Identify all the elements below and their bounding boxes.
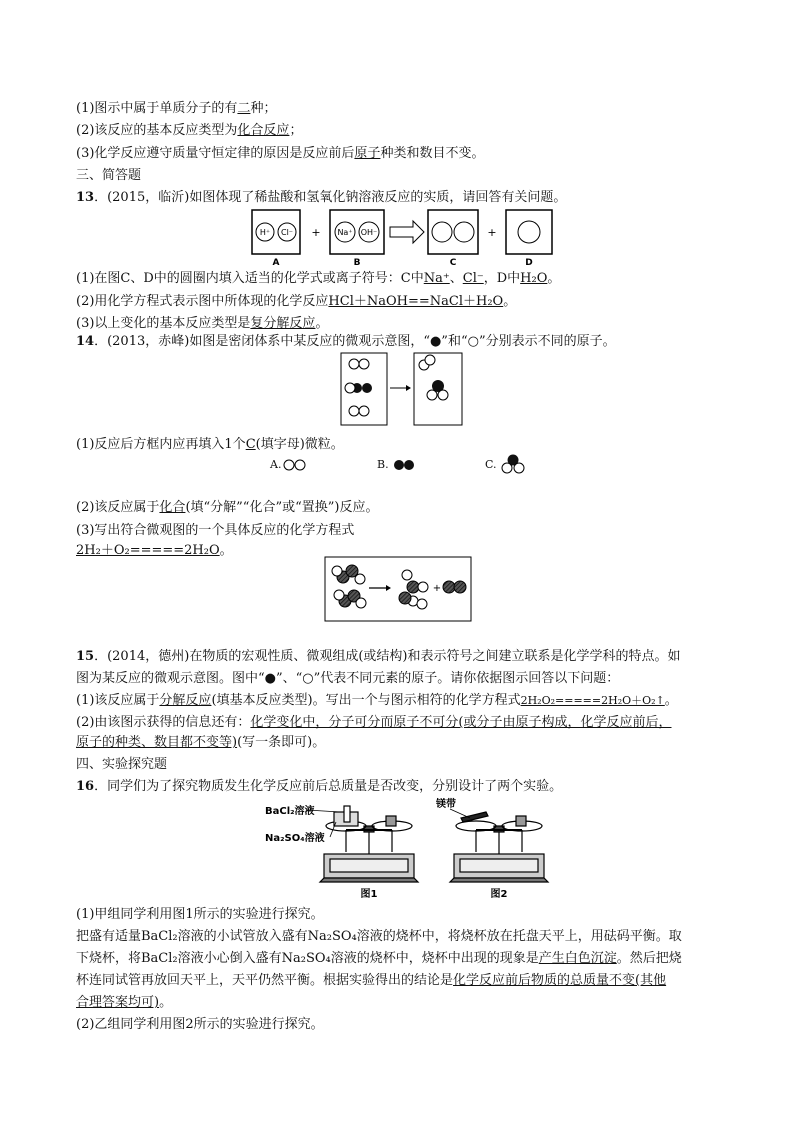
plus: + bbox=[487, 226, 497, 239]
answer: 二 bbox=[237, 101, 251, 116]
q16-line-6: (2)乙组同学利用图2所示的实验进行探究。 bbox=[76, 1017, 324, 1032]
label-c: C bbox=[449, 258, 457, 268]
q15-line-1 bbox=[76, 692, 678, 710]
q15-line-2 bbox=[76, 714, 672, 732]
q16-figure bbox=[260, 798, 560, 902]
q12-line-2 bbox=[76, 122, 302, 140]
text: 。 bbox=[159, 995, 173, 1010]
text: (2)由该图示获得的信息还有： bbox=[76, 715, 251, 730]
q15-header-2: 图为某反应的微观示意图。图中“●”、“○”代表不同元素的原子。请你依据图示回答以下问题： bbox=[76, 671, 620, 686]
text: (1)在图C、D中的圆圈内填入适当的化学式或离子符号：C中 bbox=[76, 271, 424, 286]
q14-line-3: (3)写出符合微观图的一个具体反应的化学方程式 bbox=[76, 523, 355, 538]
answer: 化学反应前后物质的总质量不变(其他 bbox=[453, 973, 667, 988]
option-b-label: B. bbox=[377, 458, 389, 471]
text: (3)以上变化的基本反应类型是 bbox=[76, 316, 251, 331]
q14-line-2 bbox=[76, 499, 378, 517]
q13-line-1 bbox=[76, 270, 560, 288]
text: 。 bbox=[503, 294, 517, 309]
text: ．(2015，临沂)如图体现了稀盐酸和氢氧化钠溶液反应的实质，请回答有关问题。 bbox=[94, 190, 567, 205]
label-fig1: 图1 bbox=[360, 889, 378, 900]
text: (填“分解”“化合”或“置换”)反应。 bbox=[185, 500, 379, 515]
q14-line-1 bbox=[76, 436, 344, 454]
text: (2)用化学方程式表示图中所体现的化学反应 bbox=[76, 294, 329, 309]
text: 。然后把烧 bbox=[616, 951, 682, 966]
q16-line-5 bbox=[76, 994, 172, 1012]
q16-line-1: (1)甲组同学利用图1所示的实验进行探究。 bbox=[76, 907, 324, 922]
answer: 化合反应 bbox=[237, 123, 290, 138]
ion-cl: Cl⁻ bbox=[280, 228, 294, 237]
text: ．(2014，德州)在物质的宏观性质、微观组成(或结构)和表示符号之间建立联系是化学学科的特点。如 bbox=[94, 649, 681, 664]
text: ．(2013，赤峰)如图是密闭体系中某反应的微观示意图，“●”和“○”分别表示不同的原子。 bbox=[94, 334, 616, 349]
question-number: 14 bbox=[76, 334, 95, 349]
question-number: 13 bbox=[76, 190, 95, 205]
answer: 复分解反应 bbox=[250, 316, 316, 331]
question-number: 16 bbox=[76, 779, 95, 794]
text: 种类和数目不变。 bbox=[380, 146, 485, 161]
text: 。 bbox=[315, 316, 329, 331]
q13-line-3 bbox=[76, 315, 328, 333]
balance-2 bbox=[450, 812, 548, 882]
reaction-arrow bbox=[390, 221, 424, 243]
option-c-molecule bbox=[500, 453, 526, 475]
option-b-molecule bbox=[393, 458, 417, 472]
q12-line-3 bbox=[76, 145, 484, 163]
q14-line-4 bbox=[76, 542, 233, 560]
q12-line-1 bbox=[76, 100, 276, 118]
q14-header bbox=[76, 333, 616, 351]
text: 种； bbox=[250, 101, 277, 116]
answer: 2H₂O₂=====2H₂O＋O₂↑ bbox=[520, 694, 665, 707]
label-fig2: 图2 bbox=[490, 889, 508, 900]
label-mg-ribbon: 镁带 bbox=[436, 799, 456, 810]
answer: C bbox=[245, 437, 256, 452]
text: (2)该反应的基本反应类型为 bbox=[76, 123, 238, 138]
text: 杯连同试管再放回天平上，天平仍然平衡。根据实验得出的结论是 bbox=[76, 973, 454, 988]
q15-figure bbox=[324, 556, 472, 622]
text: (3)化学反应遵守质量守恒定律的原因是反应前后 bbox=[76, 146, 355, 161]
q15-line-3 bbox=[76, 734, 325, 752]
option-a-label: A. bbox=[270, 458, 282, 471]
text: (填基本反应类型)。写出一个与图示相符的化学方程式 bbox=[211, 693, 521, 708]
q13-figure bbox=[250, 208, 560, 266]
answer: 化学变化中，分子可分而原子不可分(或分子由原子构成，化学反应前后， bbox=[250, 715, 672, 730]
plus: + bbox=[432, 583, 442, 594]
answer: 合理答案均可) bbox=[76, 995, 160, 1010]
text: (2)该反应属于 bbox=[76, 500, 160, 515]
text: (1)该反应属于 bbox=[76, 693, 160, 708]
q16-line-4 bbox=[76, 972, 666, 990]
label-b: B bbox=[353, 258, 361, 268]
answer: 原子 bbox=[354, 146, 381, 161]
text: ； bbox=[289, 123, 303, 138]
text: 。 bbox=[219, 543, 233, 558]
section-4-heading: 四、实验探究题 bbox=[76, 757, 168, 772]
text: ，D中 bbox=[483, 271, 521, 286]
plus: + bbox=[311, 226, 321, 239]
q13-line-2 bbox=[76, 293, 516, 311]
option-c-label: C. bbox=[485, 458, 497, 471]
option-a-molecule bbox=[283, 458, 307, 472]
label-bacl2: BaCl₂溶液 bbox=[265, 806, 315, 817]
label-a: A bbox=[272, 258, 280, 268]
answer: 分解反应 bbox=[159, 693, 212, 708]
answer: 产生白色沉淀 bbox=[538, 951, 617, 966]
text: 下烧杯，将BaCl₂溶液小心倒入盛有Na₂SO₄溶液的烧杯中，烧杯中出现的现象是 bbox=[76, 951, 539, 966]
answer: Cl⁻ bbox=[462, 271, 484, 286]
text: (写一条即可)。 bbox=[237, 735, 326, 750]
answer: HCl＋NaOH==NaCl＋H₂O bbox=[328, 294, 504, 309]
text: 。 bbox=[664, 693, 678, 708]
text: (1)图示中属于单质分子的有 bbox=[76, 101, 238, 116]
q16-line-3 bbox=[76, 950, 682, 968]
section-3-heading: 三、简答题 bbox=[76, 168, 142, 183]
q16-line-2: 把盛有适量BaCl₂溶液的小试管放入盛有Na₂SO₄溶液的烧杯中，将烧杯放在托盘天平上，用砝码平衡。取 bbox=[76, 929, 682, 944]
q15-header bbox=[76, 648, 680, 666]
ion-h: H⁺ bbox=[259, 228, 271, 237]
label-d: D bbox=[525, 258, 533, 268]
balance-1 bbox=[320, 806, 418, 882]
answer: H₂O bbox=[520, 271, 548, 286]
label-na2so4: Na₂SO₄溶液 bbox=[265, 833, 325, 844]
q14-figure bbox=[340, 352, 465, 426]
text: (1)反应后方框内应再填入1个 bbox=[76, 437, 246, 452]
text: 、 bbox=[449, 271, 463, 286]
question-number: 15 bbox=[76, 649, 95, 664]
answer: 化合 bbox=[159, 500, 186, 515]
q16-header bbox=[76, 778, 562, 796]
answer: 原子的种类、数目都不变等) bbox=[76, 735, 238, 750]
q13-header bbox=[76, 189, 566, 207]
text: ．同学们为了探究物质发生化学反应前后总质量是否改变，分别设计了两个实验。 bbox=[94, 779, 563, 794]
text: 。 bbox=[547, 271, 561, 286]
answer: 2H₂＋O₂=====2H₂O bbox=[76, 543, 220, 558]
ion-na: Na⁺ bbox=[337, 228, 353, 237]
ion-oh: OH⁻ bbox=[360, 228, 378, 237]
text: (填字母)微粒。 bbox=[255, 437, 344, 452]
answer: Na⁺ bbox=[423, 271, 450, 286]
